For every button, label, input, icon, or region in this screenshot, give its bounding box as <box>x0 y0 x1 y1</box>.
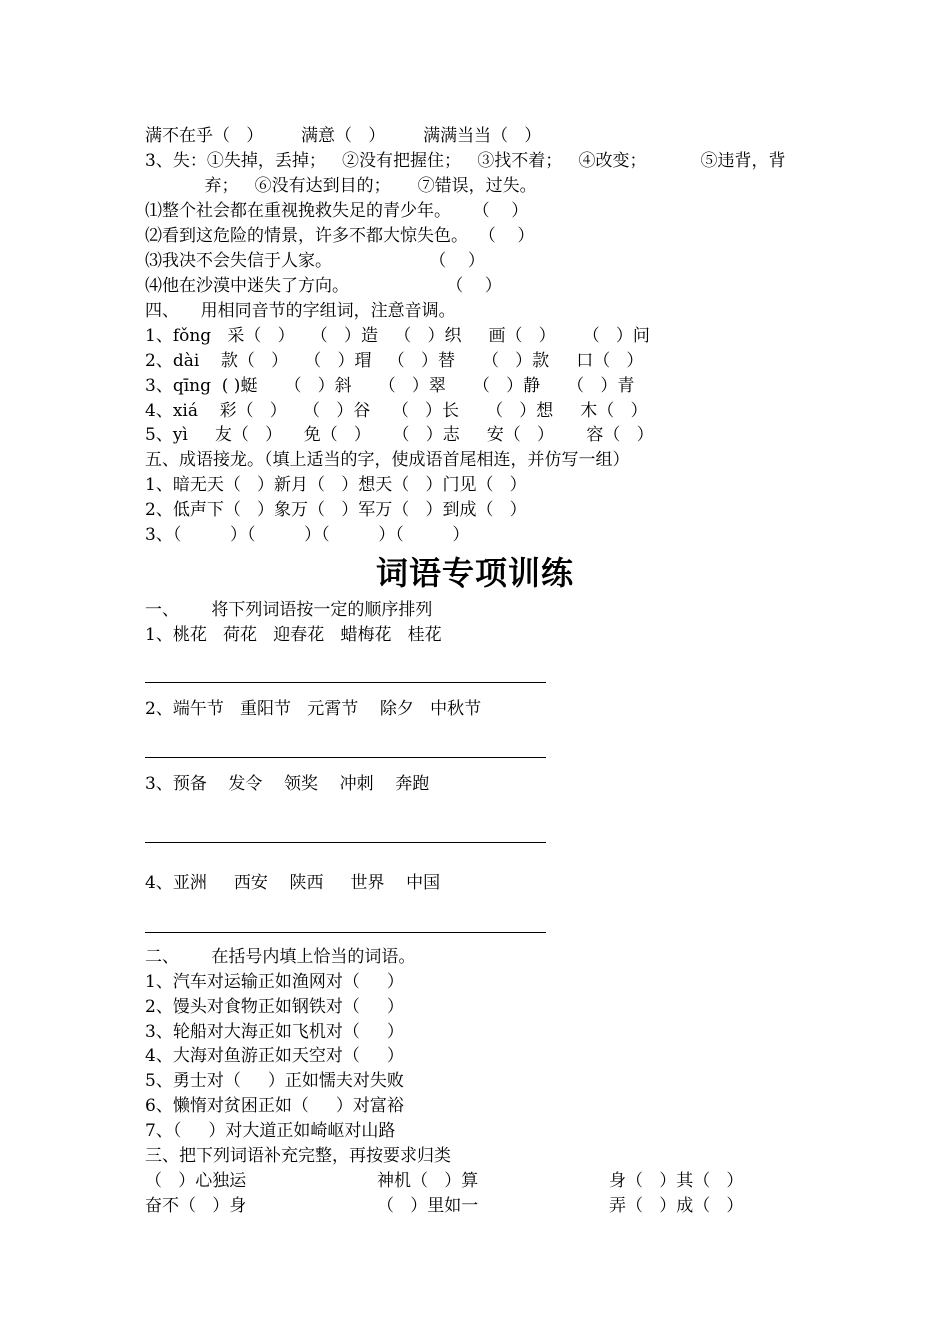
idiom-r2-c3: 弄（ ）成（ ） <box>609 1196 744 1216</box>
section-4-row-1: 1、fǒng 采（ ） （ ）造 （ ）织 画（ ） （ ）问 <box>145 326 650 346</box>
section-5-row-3: 3、（ ）（ ）（ ）（ ） <box>145 525 470 545</box>
idiom-r2-c1: 奋不（ ）身 <box>145 1196 247 1216</box>
part-2-item-2: 2、馒头对食物正如钢铁对（ ） <box>145 997 404 1017</box>
part-3-heading: 三、把下列词语补充完整，再按要求归类 <box>145 1146 451 1166</box>
idiom-r2-c2: （ ）里如一 <box>377 1196 479 1216</box>
section-4-row-2: 2、dài 款（ ） （ ）瑁 （ ）替 （ ）款 口（ ） <box>145 351 644 371</box>
answer-line-2 <box>145 757 546 758</box>
question-1: ⑴整个社会都在重视挽救失足的青少年。 （ ） <box>145 201 529 221</box>
part-2-item-3: 3、轮船对大海正如飞机对（ ） <box>145 1022 404 1042</box>
line-manbuzaihu: 满不在乎（ ） 满意（ ） 满满当当（ ） <box>145 126 542 146</box>
section-5-row-1: 1、暗无天（ ）新月（ ）想天（ ）门见（ ） <box>145 475 527 495</box>
part-1-heading: 一、 将下列词语按一定的顺序排列 <box>145 600 433 620</box>
question-3: ⑶我决不会失信于人家。 （ ） <box>145 251 485 271</box>
section-4-heading: 四、 用相同音节的字组词，注意音调。 <box>145 301 456 321</box>
line-shi-meanings-cont: 弃； ⑥没有达到目的； ⑦错误，过失。 <box>145 176 537 196</box>
part-1-item-4: 4、亚洲 西安 陕西 世界 中国 <box>145 873 441 893</box>
idiom-r1-c3: 身（ ）其（ ） <box>609 1171 744 1191</box>
section-4-row-4: 4、xiá 彩（ ） （ ）谷 （ ）长 （ ）想 木（ ） <box>145 401 648 421</box>
part-1-item-3: 3、预备 发令 领奖 冲刺 奔跑 <box>145 774 430 794</box>
question-2: ⑵看到这危险的情景，许多不都大惊失色。 （ ） <box>145 226 535 246</box>
part-1-item-2: 2、端午节 重阳节 元霄节 除夕 中秋节 <box>145 699 482 719</box>
answer-line-3 <box>145 842 546 843</box>
section-5-heading: 五、成语接龙。（填上适当的字，使成语首尾相连，并仿写一组） <box>145 450 630 470</box>
section-4-row-5: 5、yì 友（ ） 免（ ） （ ）志 安（ ） 容（ ） <box>145 425 654 445</box>
idiom-r1-c2: 神机（ ）算 <box>377 1171 479 1191</box>
part-2-item-4: 4、大海对鱼游正如天空对（ ） <box>145 1046 404 1066</box>
part-2-item-7: 7、（ ）对大道正如崎岖对山路 <box>145 1121 396 1141</box>
answer-line-4 <box>145 932 546 933</box>
part-2-item-5: 5、勇士对（ ）正如懦夫对失败 <box>145 1071 404 1091</box>
section-4-row-3: 3、qīng ( )蜓 （ ）斜 （ ）翠 （ ）静 （ ）青 <box>145 376 635 396</box>
answer-line-1 <box>145 682 546 683</box>
line-shi-meanings: 3、失：①失掉，丢掉； ②没有把握住； ③找不着； ④改变； ⑤违背，背 <box>145 151 786 171</box>
part-2-heading: 二、 在括号内填上恰当的词语。 <box>145 947 416 967</box>
part-1-item-1: 1、桃花 荷花 迎春花 蜡梅花 桂花 <box>145 625 442 645</box>
section-5-row-2: 2、低声下（ ）象万（ ）军万（ ）到成（ ） <box>145 500 527 520</box>
part-2-item-6: 6、懒惰对贫困正如（ ）对富裕 <box>145 1096 404 1116</box>
idiom-r1-c1: （ ）心独运 <box>145 1171 247 1191</box>
page-title: 词语专项训练 <box>375 554 574 592</box>
part-2-item-1: 1、汽车对运输正如渔网对（ ） <box>145 972 404 992</box>
question-4: ⑷他在沙漠中迷失了方向。 （ ） <box>145 276 502 296</box>
